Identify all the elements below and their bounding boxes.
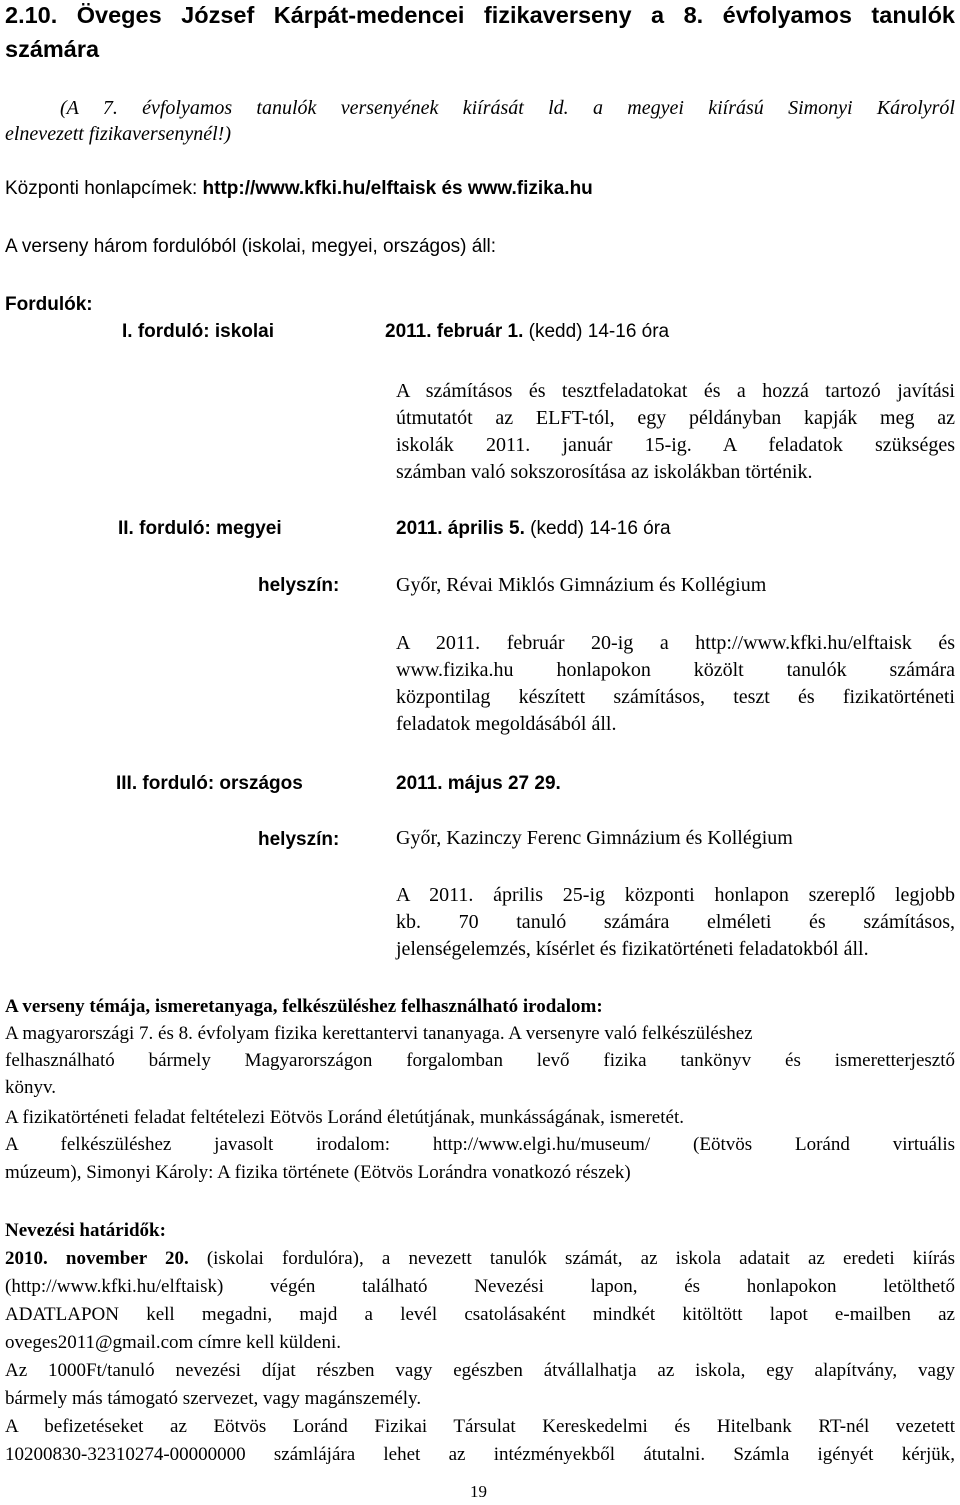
page-number: 19 <box>470 1482 487 1501</box>
homepages-prefix: Központi honlapcímek: <box>5 178 203 199</box>
topic-line-2: felhasználható bármely Magyarországon forgalomban levő fizika tankönyv és ismeretterjesztő <box>5 1050 955 1071</box>
round-2-desc-line-2: www.fizika.hu honlapokon közölt tanulók számára <box>396 659 955 681</box>
deadline-line-3: ADATLAPON kell megadni, majd a levél csatolásaként mindkét kitöltött lapot e-mailben az <box>5 1304 955 1325</box>
topic-line-3: könyv. <box>5 1077 57 1098</box>
deadline-line-7: A befizetéseket az Eötvös Loránd Fizikai Társulat Kereskedelmi és Hitelbank RT-nél vezetett <box>5 1416 955 1437</box>
intro-note-line-1: (A 7. évfolyamos tanulók versenyének kiírását ld. a megyei kiírású Simonyi Károlyról <box>60 97 955 119</box>
round-1-desc-line-1: A számításos és tesztfeladatokat és a hozzá tartozó javítási <box>396 380 955 402</box>
round-2-desc-line-3: központilag készített számításos, teszt és fizikatörténeti <box>396 686 955 708</box>
section-heading-line-1: 2.10. Öveges József Kárpát-medencei fizikaverseny a 8. évfolyamos tanulók <box>5 2 955 28</box>
section-heading-line-2: számára <box>5 36 100 62</box>
deadline-line-5: Az 1000Ft/tanuló nevezési díjat részben vagy egészben átvállalhatja az iskola, egy alapítvány, vagy <box>5 1360 955 1381</box>
round-2-desc-line-4: feladatok megoldásából áll. <box>396 713 617 735</box>
round-1-date-bold: 2011. február 1. <box>385 321 524 342</box>
round-2-date-bold: 2011. április 5. <box>396 518 525 539</box>
topic-line-1: A magyarországi 7. és 8. évfolyam fizika kerettantervi tananyaga. A versenyre való felkészüléshez <box>5 1023 753 1044</box>
homepages-links[interactable]: http://www.kfki.hu/elftaisk és www.fizika.hu <box>202 178 593 199</box>
deadline-line-4: oveges2011@gmail.com címre kell küldeni. <box>5 1332 342 1353</box>
round-2-date <box>396 518 671 540</box>
round-2-date-rest: (kedd) 14-16 óra <box>524 518 671 539</box>
deadline-line-1 <box>5 1248 955 1270</box>
topic-line-6: múzeum), Simonyi Károly: A fizika története (Eötvös Lorándra vonatkozó részek) <box>5 1162 631 1183</box>
deadline-date: 2010. november 20. <box>5 1248 189 1269</box>
topic-line-5: A felkészüléshez javasolt irodalom: http://www.elgi.hu/museum/ (Eötvös Loránd virtuális <box>5 1134 955 1155</box>
round-1-desc-line-4: számban való sokszorosítása az iskolákban történik. <box>396 461 813 483</box>
round-1-date <box>385 321 669 343</box>
round-3-date: 2011. május 27 29. <box>396 773 561 794</box>
rounds-summary: A verseny három fordulóból (iskolai, megyei, országos) áll: <box>5 236 497 257</box>
round-1-desc-line-3: iskolák 2011. január 15-ig. A feladatok szükséges <box>396 434 955 456</box>
deadline-heading: Nevezési határidők: <box>5 1220 166 1241</box>
deadline-line-8: 10200830-32310274-00000000 számlájára lehet az intézményekből átutalni. Számla igényét kérjük, <box>5 1444 955 1465</box>
round-3-desc-line-2: kb. 70 tanuló számára elméleti és számításos, <box>396 911 955 933</box>
deadline-line-1-rest: (iskolai fordulóra), a nevezett tanulók számát, az iskola adatait az eredeti kiírás <box>188 1248 956 1269</box>
round-1-date-rest: (kedd) 14-16 óra <box>523 321 670 342</box>
round-3-desc-line-1: A 2011. április 25-ig központi honlapon szereplő legjobb <box>396 884 955 906</box>
topic-line-4: A fizikatörténeti feladat feltételezi Eötvös Loránd életútjának, munkásságának, ismeretét. <box>5 1107 684 1128</box>
deadline-line-2: (http://www.kfki.hu/elftaisk) végén található Nevezési lapon, és honlapokon letölthető <box>5 1276 955 1297</box>
round-2-venue: Győr, Révai Miklós Gimnázium és Kollégium <box>396 574 767 596</box>
round-1-desc-line-2: útmutatót az ELFT-tól, egy példányban kapják meg az <box>396 407 955 429</box>
rounds-heading: Fordulók: <box>5 294 93 315</box>
round-3-venue: Győr, Kazinczy Ferenc Gimnázium és Kollégium <box>396 827 793 849</box>
round-2-label: II. forduló: megyei <box>118 518 282 539</box>
round-3-label: III. forduló: országos <box>116 773 303 794</box>
intro-note-line-2: elnevezett fizikaversenynél!) <box>5 123 231 145</box>
round-3-venue-label: helyszín: <box>258 829 340 850</box>
round-2-venue-label: helyszín: <box>258 575 340 596</box>
round-2-desc-line-1: A 2011. február 20-ig a http://www.kfki.hu/elftaisk és <box>396 632 955 654</box>
round-1-label: I. forduló: iskolai <box>122 321 275 342</box>
round-3-desc-line-3: jelenségelemzés, kísérlet és fizikatörténeti feladatokból áll. <box>396 938 869 960</box>
homepages-line <box>5 178 593 200</box>
topic-heading: A verseny témája, ismeretanyaga, felkészüléshez felhasználható irodalom: <box>5 996 603 1017</box>
deadline-line-6: bármely más támogató szervezet, vagy magánszemély. <box>5 1388 422 1409</box>
